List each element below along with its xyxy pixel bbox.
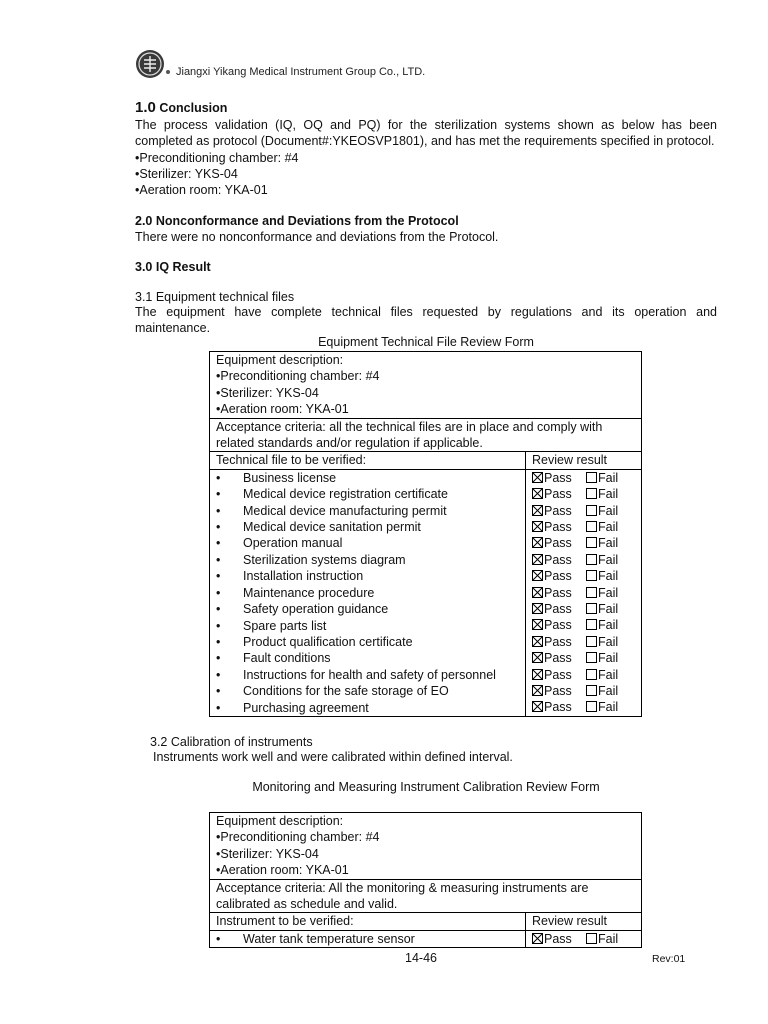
bullet-icon: • — [216, 618, 221, 633]
pass-label: Pass — [544, 585, 572, 600]
fail-label: Fail — [598, 470, 619, 485]
pass-label: Pass — [544, 618, 572, 633]
form-2-col-item-header: Instrument to be verified: — [210, 913, 526, 930]
item-label: Product qualification certificate — [243, 634, 413, 649]
pass-label: Pass — [544, 683, 572, 698]
item-label: Medical device registration certificate — [243, 487, 448, 502]
fail-label: Fail — [598, 931, 619, 946]
result-cell — [532, 667, 635, 683]
fail-label: Fail — [598, 651, 619, 666]
company-name: Jiangxi Yikang Medical Instrument Group Co., LTD. — [176, 66, 426, 78]
result-cell — [532, 552, 635, 568]
pass-label: Pass — [544, 667, 572, 682]
pass-label: Pass — [544, 634, 572, 649]
fail-checkbox[interactable] — [586, 472, 597, 483]
table-row — [216, 618, 519, 634]
fail-checkbox[interactable] — [586, 521, 597, 532]
fail-checkbox[interactable] — [586, 636, 597, 647]
fail-checkbox[interactable] — [586, 669, 597, 680]
section-3-2-heading: 3.2 Calibration of instruments — [150, 735, 313, 749]
bullet-icon: • — [216, 569, 221, 584]
result-cell — [532, 699, 635, 715]
pass-checkbox[interactable] — [532, 521, 543, 532]
form-1-title: Equipment Technical File Review Form — [318, 335, 534, 349]
result-cell — [532, 601, 635, 617]
section-3-heading: 3.0 IQ Result — [135, 260, 211, 274]
item-label: Spare parts list — [243, 618, 327, 633]
table-row — [216, 650, 519, 666]
fail-label: Fail — [598, 683, 619, 698]
pass-checkbox[interactable] — [532, 570, 543, 581]
item-label: Business license — [243, 470, 337, 485]
item-label: Conditions for the safe storage of EO — [243, 684, 449, 699]
form-1-result-list — [526, 469, 642, 716]
item-label: Fault conditions — [243, 651, 331, 666]
fail-checkbox[interactable] — [586, 701, 597, 712]
fail-checkbox[interactable] — [586, 619, 597, 630]
item-label: Safety operation guidance — [243, 602, 389, 617]
bullet-icon: • — [216, 602, 221, 617]
section-1-body: The process validation (IQ, OQ and PQ) for the sterilization systems shown as below has been completed as protocol (Document#:YKEOSVP1801), and has met the requirements specified in protocol. — [135, 118, 717, 148]
form-1-item-list — [210, 469, 526, 716]
result-cell — [532, 486, 635, 502]
table-row — [216, 486, 519, 502]
company-logo — [135, 49, 165, 79]
fail-checkbox[interactable] — [586, 570, 597, 581]
fail-label: Fail — [598, 503, 619, 518]
table-row — [216, 552, 519, 568]
pass-checkbox[interactable] — [532, 685, 543, 696]
table-row — [216, 667, 519, 683]
item-label: Medical device sanitation permit — [243, 520, 421, 535]
pass-checkbox[interactable] — [532, 636, 543, 647]
result-cell — [532, 535, 635, 551]
pass-label: Pass — [544, 520, 572, 535]
item-label: Sterilization systems diagram — [243, 552, 406, 567]
bullet-icon: • — [216, 684, 221, 699]
page-number: 14-46 — [405, 951, 437, 965]
pass-label: Pass — [544, 601, 572, 616]
form-1-col-item-header: Technical file to be verified: — [210, 452, 526, 469]
section-3-2-body: Instruments work well and were calibrated within defined interval. — [153, 750, 513, 764]
table-row — [216, 470, 519, 486]
pass-checkbox[interactable] — [532, 652, 543, 663]
fail-label: Fail — [598, 487, 619, 502]
bullet-icon: • — [216, 634, 221, 649]
result-cell — [532, 503, 635, 519]
fail-checkbox[interactable] — [586, 603, 597, 614]
result-cell — [532, 931, 635, 947]
technical-file-review-form — [209, 351, 642, 717]
pass-label: Pass — [544, 700, 572, 715]
form-2-description: Equipment description: •Preconditioning chamber: #4 •Sterilizer: YKS-04 •Aeration room: YKA-01 — [210, 813, 642, 880]
form-2-result-list — [526, 930, 642, 947]
item-label: Operation manual — [243, 536, 343, 551]
section-1-heading: 1.0 Conclusion — [135, 99, 228, 116]
fail-label: Fail — [598, 667, 619, 682]
pass-checkbox[interactable] — [532, 603, 543, 614]
form-2-item-list — [210, 930, 526, 947]
pass-label: Pass — [544, 931, 572, 946]
pass-checkbox[interactable] — [532, 669, 543, 680]
table-row — [216, 683, 519, 699]
result-cell — [532, 634, 635, 650]
pass-checkbox[interactable] — [532, 488, 543, 499]
bullet-icon: • — [216, 470, 221, 485]
fail-label: Fail — [598, 569, 619, 584]
result-cell — [532, 650, 635, 666]
fail-checkbox[interactable] — [586, 685, 597, 696]
form-1-col-result-header: Review result — [526, 452, 642, 469]
form-1-criteria: Acceptance criteria: all the technical files are in place and comply with related standards and/or regulation if applicable. — [210, 418, 642, 452]
section-1-item: •Preconditioning chamber: #4 — [135, 151, 299, 165]
fail-checkbox[interactable] — [586, 933, 597, 944]
section-1-item: •Sterilizer: YKS-04 — [135, 167, 238, 181]
bullet-icon: • — [216, 700, 221, 715]
bullet-icon: • — [216, 552, 221, 567]
fail-checkbox[interactable] — [586, 587, 597, 598]
section-1-item: •Aeration room: YKA-01 — [135, 183, 268, 197]
bullet-icon: • — [216, 536, 221, 551]
fail-label: Fail — [598, 520, 619, 535]
result-cell — [532, 470, 635, 486]
fail-label: Fail — [598, 618, 619, 633]
item-label: Purchasing agreement — [243, 700, 369, 715]
section-3-1-body: The equipment have complete technical files requested by regulations and its operation and maintenance. — [135, 305, 717, 335]
table-row — [216, 931, 519, 947]
pass-label: Pass — [544, 651, 572, 666]
form-2-col-result-header: Review result — [526, 913, 642, 930]
fail-checkbox[interactable] — [586, 505, 597, 516]
pass-label: Pass — [544, 470, 572, 485]
pass-label: Pass — [544, 552, 572, 567]
section-2-heading: 2.0 Nonconformance and Deviations from the Protocol — [135, 214, 459, 228]
pass-label: Pass — [544, 487, 572, 502]
table-row — [216, 568, 519, 584]
table-row — [216, 535, 519, 551]
bullet-icon: • — [216, 487, 221, 502]
item-label: Maintenance procedure — [243, 585, 375, 600]
pass-checkbox[interactable] — [532, 619, 543, 630]
pass-label: Pass — [544, 536, 572, 551]
pass-checkbox[interactable] — [532, 701, 543, 712]
bullet-icon: • — [216, 585, 221, 600]
bullet-icon: • — [216, 503, 221, 518]
table-row — [216, 503, 519, 519]
pass-checkbox[interactable] — [532, 537, 543, 548]
form-2-title: Monitoring and Measuring Instrument Calibration Review Form — [252, 780, 600, 794]
fail-label: Fail — [598, 700, 619, 715]
fail-checkbox[interactable] — [586, 652, 597, 663]
fail-label: Fail — [598, 601, 619, 616]
form-2-criteria: Acceptance criteria: All the monitoring & measuring instruments are calibrated as schedule and valid. — [210, 879, 642, 913]
pass-label: Pass — [544, 569, 572, 584]
result-cell — [532, 585, 635, 601]
revision: Rev:01 — [652, 953, 686, 965]
result-cell — [532, 568, 635, 584]
pass-checkbox[interactable] — [532, 587, 543, 598]
item-label: Water tank temperature sensor — [243, 931, 415, 946]
pass-checkbox[interactable] — [532, 933, 543, 944]
section-2-body: There were no nonconformance and deviations from the Protocol. — [135, 230, 499, 244]
fail-checkbox[interactable] — [586, 554, 597, 565]
pass-label: Pass — [544, 503, 572, 518]
fail-label: Fail — [598, 552, 619, 567]
fail-checkbox[interactable] — [586, 488, 597, 499]
result-cell — [532, 519, 635, 535]
fail-label: Fail — [598, 536, 619, 551]
result-cell — [532, 683, 635, 699]
item-label: Installation instruction — [243, 569, 364, 584]
fail-label: Fail — [598, 634, 619, 649]
pass-checkbox[interactable] — [532, 472, 543, 483]
logo-dot — [166, 70, 170, 74]
item-label: Instructions for health and safety of personnel — [243, 667, 496, 682]
table-row — [216, 634, 519, 650]
table-row — [216, 601, 519, 617]
fail-checkbox[interactable] — [586, 537, 597, 548]
form-1-description: Equipment description: •Preconditioning chamber: #4 •Sterilizer: YKS-04 •Aeration room: YKA-01 — [210, 352, 642, 419]
bullet-icon: • — [216, 651, 221, 666]
table-row — [216, 585, 519, 601]
section-3-1-heading: 3.1 Equipment technical files — [135, 290, 295, 304]
result-cell — [532, 617, 635, 633]
pass-checkbox[interactable] — [532, 554, 543, 565]
bullet-icon: • — [216, 931, 221, 946]
calibration-review-form — [209, 812, 642, 948]
pass-checkbox[interactable] — [532, 505, 543, 516]
bullet-icon: • — [216, 667, 221, 682]
fail-label: Fail — [598, 585, 619, 600]
item-label: Medical device manufacturing permit — [243, 503, 447, 518]
bullet-icon: • — [216, 520, 221, 535]
table-row — [216, 519, 519, 535]
table-row — [216, 700, 519, 716]
